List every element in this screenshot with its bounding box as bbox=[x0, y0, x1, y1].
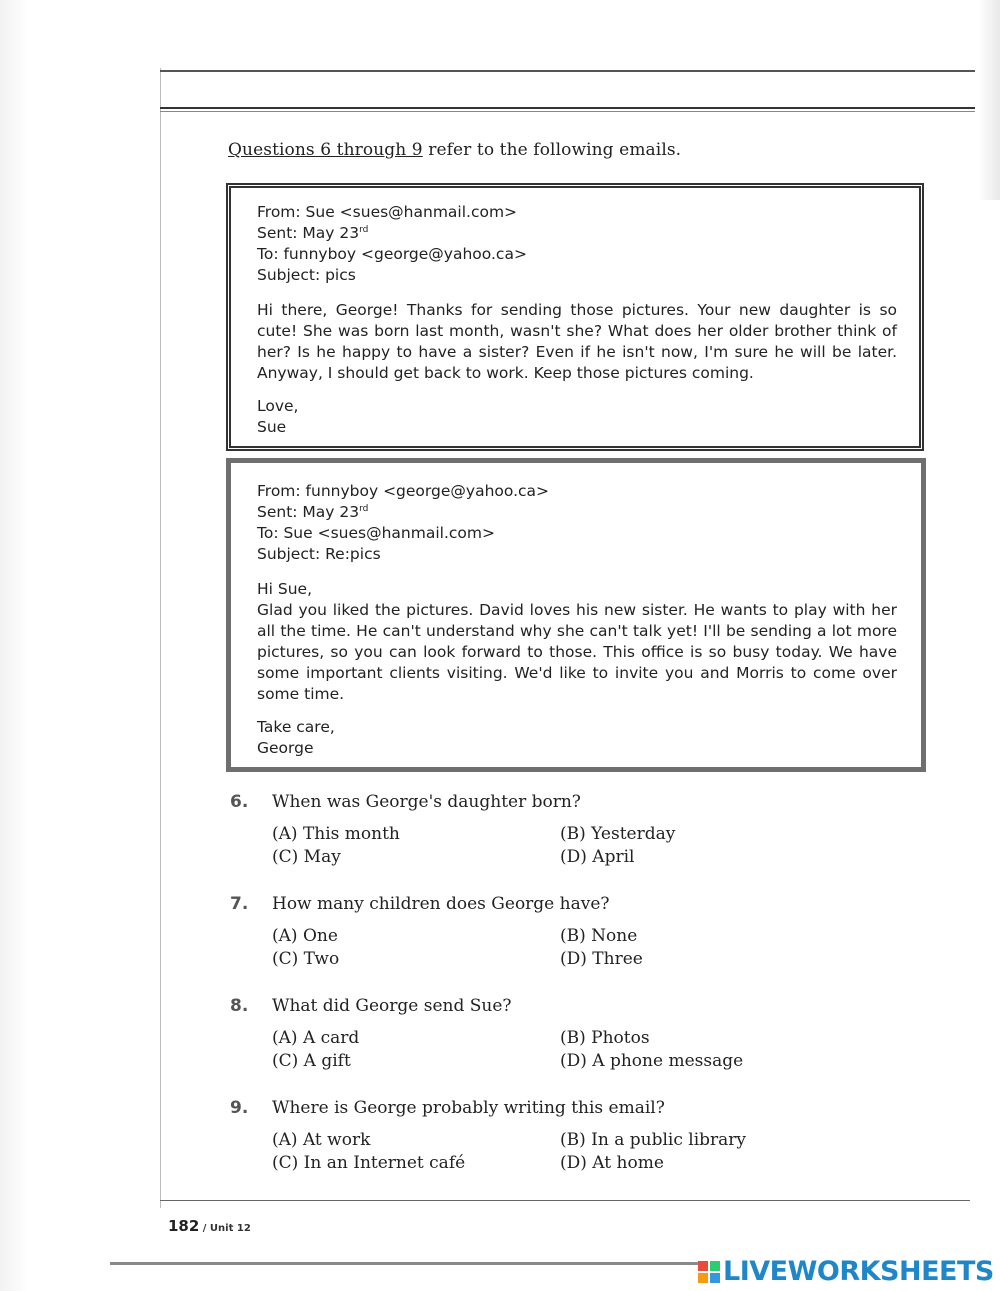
option-d[interactable]: (D) At home bbox=[560, 1153, 664, 1173]
brand-name: LIVEWORKSHEETS bbox=[723, 1256, 994, 1287]
question-text: What did George send Sue? bbox=[272, 996, 512, 1016]
email-closing: Take care, George bbox=[257, 717, 897, 759]
email-sent: Sent: May 23rd bbox=[257, 224, 369, 242]
footer-rule bbox=[160, 1200, 970, 1201]
liveworksheets-logo bbox=[698, 1256, 994, 1288]
option-d[interactable]: (D) A phone message bbox=[560, 1051, 744, 1071]
email-subject: Subject: pics bbox=[257, 266, 356, 284]
option-c[interactable]: (C) Two bbox=[272, 949, 340, 969]
instructions bbox=[228, 140, 681, 160]
email-body: Glad you liked the pictures. David loves his new sister. He wants to play with her all the time. He can't understand why she can't talk yet! I'll be sending a lot more pictures, so you can look forward to those. This office is so busy today. We have some important clients visiting. We'd like to invite you and Morris to come over some time. bbox=[257, 601, 897, 703]
instructions-range: Questions 6 through 9 bbox=[228, 140, 423, 160]
option-b[interactable]: (B) In a public library bbox=[560, 1130, 747, 1150]
option-a[interactable]: (A) At work bbox=[272, 1130, 371, 1150]
question-number: 9. bbox=[230, 1098, 249, 1118]
email-body: Hi there, George! Thanks for sending those pictures. Your new daughter is so cute! She was born last month, wasn't she? What does her older brother think of her? Is he happy to have a sister? Even if he isn't now, I'm sure he will be later. Anyway, I should get back to work. Keep those pictures coming. bbox=[257, 301, 897, 382]
top-rule bbox=[160, 70, 975, 72]
page-number: 182 bbox=[168, 1217, 200, 1235]
email-to: To: Sue <sues@hanmail.com> bbox=[257, 524, 495, 542]
email-signature: George bbox=[257, 739, 314, 757]
email-from: From: funnyboy <george@yahoo.ca> bbox=[257, 482, 550, 500]
unit-label: / Unit 12 bbox=[199, 1223, 251, 1234]
option-a[interactable]: (A) A card bbox=[272, 1028, 360, 1048]
email-greeting: Hi Sue, bbox=[257, 580, 313, 598]
scan-shadow-left bbox=[0, 0, 28, 1291]
question-text: How many children does George have? bbox=[272, 894, 610, 914]
question-number: 7. bbox=[230, 894, 249, 914]
bottom-rule bbox=[110, 1262, 700, 1265]
option-b[interactable]: (B) Photos bbox=[560, 1028, 650, 1048]
option-b[interactable]: (B) None bbox=[560, 926, 638, 946]
option-d[interactable]: (D) April bbox=[560, 847, 635, 867]
question-text: When was George's daughter born? bbox=[272, 792, 581, 812]
email-sent: Sent: May 23rd bbox=[257, 503, 369, 521]
option-b[interactable]: (B) Yesterday bbox=[560, 824, 676, 844]
option-a[interactable]: (A) One bbox=[272, 926, 338, 946]
page-footer bbox=[168, 1216, 251, 1235]
margin-line bbox=[160, 68, 161, 1208]
question-text: Where is George probably writing this email? bbox=[272, 1098, 665, 1118]
instructions-text: refer to the following emails. bbox=[422, 140, 682, 160]
email-from-george bbox=[226, 458, 926, 772]
question-number: 8. bbox=[230, 996, 249, 1016]
email-to: To: funnyboy <george@yahoo.ca> bbox=[257, 245, 527, 263]
email-from: From: Sue <sues@hanmail.com> bbox=[257, 203, 518, 221]
question-number: 6. bbox=[230, 792, 249, 812]
email-header bbox=[257, 202, 897, 286]
email-signature: Sue bbox=[257, 418, 287, 436]
email-closing: Love, Sue bbox=[257, 396, 897, 438]
option-c[interactable]: (C) May bbox=[272, 847, 341, 867]
brand-icon bbox=[698, 1261, 720, 1283]
email-from-sue bbox=[226, 183, 924, 451]
option-d[interactable]: (D) Three bbox=[560, 949, 643, 969]
option-c[interactable]: (C) In an Internet café bbox=[272, 1153, 466, 1173]
option-a[interactable]: (A) This month bbox=[272, 824, 400, 844]
header-rule-thin bbox=[160, 111, 975, 112]
option-c[interactable]: (C) A gift bbox=[272, 1051, 351, 1071]
scan-shadow-right bbox=[978, 0, 1000, 200]
email-subject: Subject: Re:pics bbox=[257, 545, 381, 563]
email-header bbox=[257, 481, 897, 565]
header-rule bbox=[160, 107, 975, 109]
